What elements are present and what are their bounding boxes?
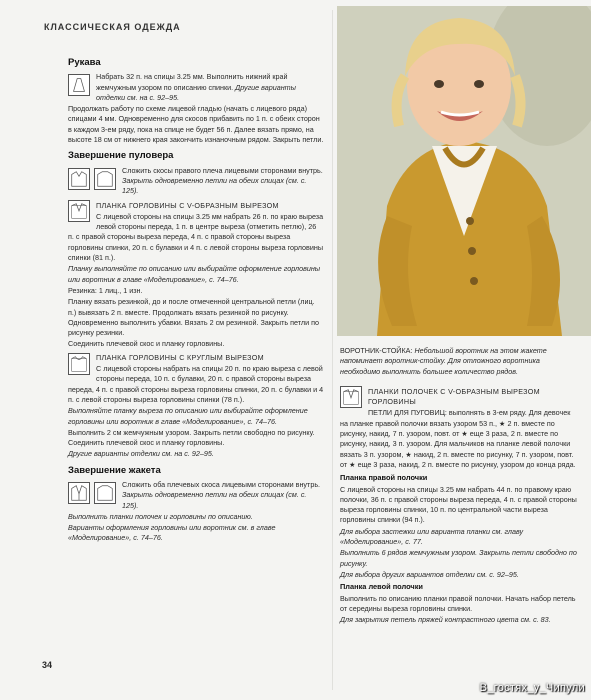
jacket-text-3: Варианты оформления горловины или воротник см. в главе «Моделирование», с. 74–76. [68, 523, 276, 543]
cardigan-front-icon [68, 482, 90, 504]
vneck-italic: Планку выполняйте по описанию или выбирайте оформление горловины или воротник в главе «Моделирование», с. 74–76. [68, 264, 321, 284]
placket-heading: ПЛАНКИ ПОЛОЧЕК С V-ОБРАЗНЫМ ВЫРЕЗОМ ГОРЛОВИНЫ [368, 386, 540, 407]
jacket-icon-group [68, 482, 116, 504]
right-placket-italic-2: Выполнить 6 рядов жемчужным узором. Закрыть петли свободно по рисунку. [340, 548, 577, 568]
vneck-heading: ПЛАНКА ГОРЛОВИНЫ С V-ОБРАЗНЫМ ВЫРЕЗОМ [96, 200, 279, 210]
sleeves-text-2: Продолжать работу по схеме лицевой гладью (начать с лицевого ряда) спицами 4 мм. Одновременно для скосов прибавить по 1 п. с обеих сторон в каждом 3-ем ряду, пока на спице не будет 56 п. Далее вязать прямо, на высоте 18 см от нижнего края закончить изнаночным рядом. Закрыть петли. [68, 104, 324, 145]
left-placket-italic: Для закрытия петель пряжей контрастного цвета см. с. 83. [340, 615, 551, 625]
right-column [340, 346, 578, 626]
round-neck-italic-2: Другие варианты отделки см. на с. 92–95. [68, 449, 214, 459]
pullover-text-1: Сложить скосы правого плеча лицевыми сторонами внутрь. Закрыть одновременно петли на обеих спицах (см. с. 125). [122, 165, 323, 196]
sleeves-text-1: Набрать 32 п. на спицы 3.25 мм. Выполнить нижний край жемчужным узором по описанию спинки. Другие варианты отделки см. на с. 92–95. [96, 72, 296, 102]
round-neck-text-2: Выполнить 2 см жемчужным узором. Закрыть петли свободно по рисунку. Соединить плечевой скос и планку горловины. [68, 427, 315, 448]
left-placket-text: Выполнить по описанию планки правой полочки. Начать набор петель от середины выреза горловины спинки. [340, 593, 576, 613]
sleeve-diagram-icon [68, 74, 90, 96]
cardigan-back-icon [94, 482, 116, 504]
sleeve-icon-group [68, 74, 90, 96]
v-neck-icon [68, 200, 90, 222]
column-divider [332, 10, 333, 690]
collar-caption: ВОРОТНИК-СТОЙКА: Небольшой воротник на этом жакете напоминает воротник-стойку. Для отложного воротника необходимо выполнить большее количество рядов. [340, 346, 547, 376]
vneck-icon-group [68, 200, 90, 222]
round-neck-icon [68, 353, 90, 375]
placket-text: ПЕТЛИ ДЛЯ ПУГОВИЦ: выполнять в 3-ем ряду. Для девочек на планке правой полочки вязать узором 53 п., ★ 2 п. вместе по рисунку, накид, 7 п. узором, повт. от ★ еще 3 раза, 2 п. вместе по рисунку, накид, 3 п. узором. Для мальчиков на планке левой полочки вязать 3 п. узором, ★ накид, 2 п. вместе по рисунку, 7 п. узором, повт. от ★ еще 3 раза, накид, 2 п. вместе по рисунку, узором до конца ряда. [340, 408, 576, 469]
child-illustration [337, 6, 591, 336]
section-header: КЛАССИЧЕСКАЯ ОДЕЖДА [44, 22, 181, 32]
v-neck-placket-icon [340, 386, 362, 408]
sleeves-section [68, 58, 324, 145]
rib-spec: Резинка: 1 лиц., 1 изн. [68, 285, 143, 295]
jacket-text-2: Выполнить планки полочек и горловины по описанию. [68, 511, 253, 521]
pullover-title: Завершение пуловера [68, 150, 174, 162]
join-text: Соединить плечевой скос и планку горловины. [68, 339, 225, 349]
round-neck-italic: Выполняйте планку выреза по описанию или выбирайте оформление горловины или воротник в главе «Моделирование», с. 74–76. [68, 406, 308, 426]
sweater-front-icon [68, 168, 90, 190]
round-neck-icon-group [68, 353, 90, 375]
jacket-text-1: Сложить оба плечевых скоса лицевыми сторонами внутрь. Закрыть одновременно петли на обеих спицах (см. с. 125). [122, 479, 321, 510]
sweater-back-icon [94, 168, 116, 190]
right-placket-italic: Для выбора застежки или варианта планки см. главу «Моделирование», с. 77. [340, 526, 524, 547]
right-placket-italic-3: Для выбора других вариантов отделки см. с. 92–95. [340, 569, 519, 579]
jacket-title: Завершение жакета [68, 464, 161, 476]
round-neck-text: С лицевой стороны набрать на спицы 20 п. по краю выреза с левой стороны переда, 10 п. с булавки, 20 п. с правой стороны выреза переда, 4 п. с правой стороны выреза горловины спинки, 20 п. с булавки и 4 п. с левой стороны выреза горловины спинки (78 п.). [68, 364, 324, 404]
pullover-section [68, 151, 324, 459]
page-number: 34 [42, 660, 53, 670]
child-photo [337, 6, 591, 336]
placket-icon-group [340, 386, 362, 408]
jacket-section [68, 466, 324, 544]
left-placket-title: Планка левой полочки [340, 582, 423, 592]
pullover-icon-group [68, 168, 116, 190]
rib-text: Планку вязать резинкой, до и после отмеченной центральной петли (лиц. п.) вывязать 2 п. вместе. Продолжать вязать резинкой по рисунку. Одновременно выполнить убавки. Вязать 2 см резинкой. Закрыть петли по рисунку резинки. [68, 297, 320, 338]
round-neck-heading: ПЛАНКА ГОРЛОВИНЫ С КРУГЛЫМ ВЫРЕЗОМ [96, 352, 264, 362]
sleeves-title: Рукава [68, 57, 101, 68]
watermark: В_гостях_у_Чипули [479, 682, 585, 694]
right-placket-title: Планка правой полочки [340, 473, 428, 483]
vneck-text: С лицевой стороны на спицы 3.25 мм набрать 26 п. по краю выреза левой стороны переда, 1 п. в центре выреза (отметить петлю), 26 п. с правой стороны выреза переда, 4 п. с правой стороны выреза горловины спинки, 20 п. с булавки и 4 п. с левой стороны выреза горловины спинки (81 п.). [68, 211, 324, 263]
right-placket-text: С лицевой стороны на спицы 3.25 мм набрать 44 п. по правому краю полочки, 36 п. с правой стороны выреза переда, 4 п. с правой стороны выреза горловины спинки, 10 п. по центральной части выреза горловины спинки (94 п.). [340, 484, 577, 525]
left-column [68, 58, 324, 550]
